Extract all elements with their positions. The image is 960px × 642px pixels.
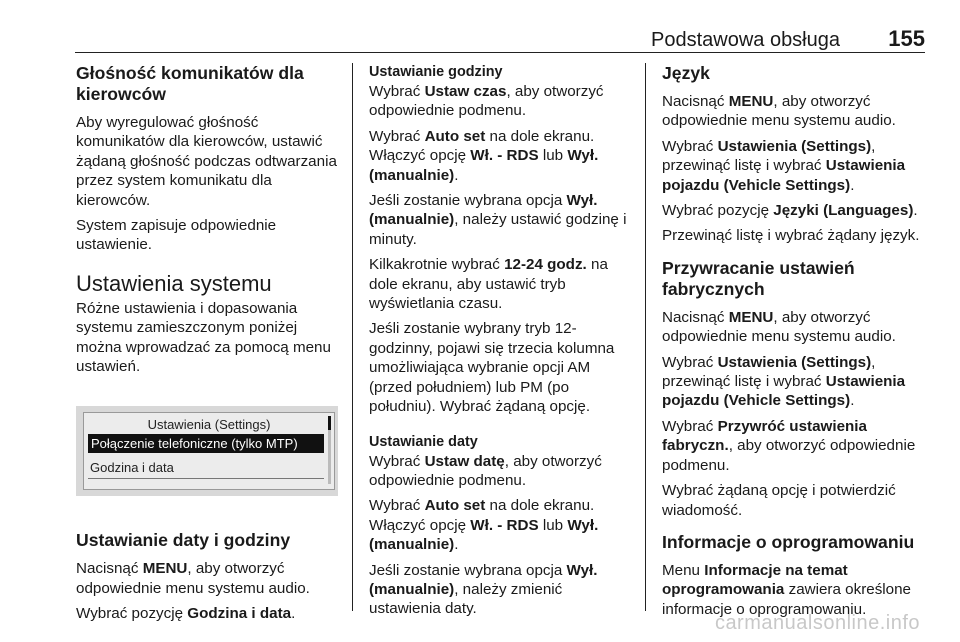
page-header: [75, 18, 925, 53]
paragraph: [369, 127, 631, 185]
paragraph: Przewinąć listę i wybrać żądany język.: [662, 227, 920, 245]
text: .: [850, 392, 855, 410]
paragraph: [662, 353, 930, 411]
column-3: [662, 63, 930, 625]
text: , aby otworzyć odpowiednie menu systemu audio.: [662, 308, 896, 346]
menu-option: Ustawienia pojazdu (Vehicle Settings): [662, 157, 906, 194]
menu-option: Języki (Languages): [773, 202, 914, 220]
heading-software-info: Informacje o oprogramowaniu: [662, 531, 915, 552]
menu-key: MENU: [142, 560, 188, 578]
menu-option: Ustawienia (Settings): [717, 353, 872, 371]
menu-key: MENU: [728, 93, 774, 110]
text: , należy ustawić godzinę i minuty.: [369, 211, 627, 248]
paragraph: [76, 604, 338, 623]
text: Menu: [662, 561, 705, 579]
menu-option: 12-24 godz.: [504, 256, 587, 274]
text: Wybrać: [369, 127, 425, 145]
text: Nacisnąć: [662, 308, 729, 326]
text: Wybrać: [662, 417, 718, 435]
text: Wybrać: [369, 497, 425, 515]
column-1: [76, 63, 338, 630]
menu-option: Wł. - RDS: [470, 147, 539, 165]
menu-option: Przywróć ustawienia fabryczn.: [662, 417, 867, 455]
text: zawiera określone informacje o oprogramowaniu.: [662, 581, 911, 618]
heading-language: Język: [662, 63, 710, 83]
text: .: [913, 202, 918, 220]
heading-system-settings: Ustawienia systemu: [76, 270, 272, 296]
paragraph: [662, 137, 930, 195]
menu-option: Ustawienia (Settings): [717, 137, 872, 155]
text: , aby otworzyć odpowiednie podmenu.: [369, 452, 602, 489]
text: na dole ekranu, aby ustawić tryb wyświetlania czasu.: [369, 256, 608, 313]
text: , aby otworzyć odpowiednie menu systemu audio.: [76, 560, 310, 597]
text: , aby otworzyć odpowiednie menu systemu audio.: [662, 93, 896, 130]
text: lub: [538, 516, 568, 534]
text: Kilkakrotnie wybrać: [369, 256, 505, 274]
menu-option: Wył. (manualnie): [369, 516, 599, 554]
paragraph: [369, 255, 631, 313]
paragraph: Wybrać żądaną opcję i potwierdzić wiadomość.: [662, 482, 896, 519]
menu-option: Informacje na temat oprogramowania: [662, 561, 848, 599]
paragraph: Aby wyregulować głośność komunikatów dla kierowców, ustawić żądaną głośność podczas odtwarzania przez system komunikatu dla kierowców.: [76, 114, 337, 209]
settings-screen-image: [76, 406, 338, 496]
paragraph: [369, 191, 631, 249]
paragraph: [662, 92, 930, 131]
text: .: [850, 176, 855, 194]
screen-title: Ustawienia (Settings): [147, 417, 271, 433]
text: .: [454, 166, 459, 184]
heading-date-time: Ustawianie daty i godziny: [76, 530, 291, 551]
heading-announcement-volume: Głośność komunikatów dla kierowców: [76, 63, 304, 104]
text: , aby otworzyć odpowiednie podmenu.: [369, 83, 604, 120]
text: Wybrać: [369, 83, 425, 100]
menu-key: MENU: [728, 308, 774, 326]
text: Jeśli zostanie wybrana opcja: [369, 192, 567, 210]
heading-factory-reset: Przywracanie ustawień fabrycznych: [662, 257, 855, 299]
text: , aby otworzyć odpowiednie podmenu.: [662, 437, 916, 474]
menu-option: Ustawienia pojazdu (Vehicle Settings): [662, 373, 906, 410]
paragraph: [662, 308, 930, 347]
menu-option: Wył. (manualnie): [369, 192, 598, 229]
menu-option: Wył. (manualnie): [369, 561, 598, 598]
paragraph: [369, 452, 631, 491]
paragraph: System zapisuje odpowiednie ustawienie.: [76, 217, 277, 254]
text: lub: [538, 147, 568, 165]
column-divider: [645, 63, 646, 611]
menu-option: Wł. - RDS: [470, 516, 539, 534]
watermark: carmanualsonline.info: [714, 612, 920, 634]
text: Nacisnąć: [76, 560, 143, 578]
text: Wybrać pozycję: [662, 202, 774, 220]
paragraph: [662, 201, 930, 220]
text: , przewinąć listę i wybrać: [662, 353, 876, 391]
text: Wybrać: [662, 353, 718, 371]
page-number: 155: [888, 26, 925, 51]
screen-menu-item: Godzina i data: [90, 460, 174, 476]
column-2: [369, 63, 631, 625]
text: Wybrać: [369, 452, 425, 470]
text: , przewinąć listę i wybrać: [662, 137, 876, 175]
text: , należy zmienić ustawienia daty.: [369, 580, 563, 618]
paragraph: [76, 559, 338, 598]
text: Nacisnąć: [662, 93, 729, 110]
paragraph: [662, 417, 930, 475]
paragraph: [369, 82, 631, 121]
menu-option: Wył. (manualnie): [369, 147, 599, 184]
menu-option: Ustaw datę: [424, 452, 505, 470]
paragraph: Jeśli zostanie wybrany tryb 12-godzinny, pojawi się trzecia kolumna umożliwiająca wybranie opcji AM (przed południem) lub PM (po południu). Wybrać żądaną opcję.: [369, 320, 615, 416]
text: .: [454, 536, 459, 554]
paragraph: Różne ustawienia i dopasowania systemu zamieszczonym poniżej można wprowadzać za pomocą menu ustawień.: [76, 299, 331, 376]
paragraph: [369, 496, 631, 554]
text: Wybrać pozycję: [76, 605, 188, 623]
menu-option: Ustaw czas: [424, 83, 507, 100]
text: Jeśli zostanie wybrana opcja: [369, 561, 567, 579]
text: na dole ekranu. Włączyć opcję: [369, 127, 595, 165]
text: na dole ekranu. Włączyć opcję: [369, 497, 595, 534]
column-divider: [352, 63, 353, 611]
paragraph: [369, 561, 631, 619]
section-title: Podstawowa obsługa: [650, 29, 840, 51]
paragraph: [662, 561, 930, 619]
screen-selected-item: Połączenie telefoniczne (tylko MTP): [88, 434, 324, 453]
menu-option: Godzina i data: [187, 605, 292, 623]
menu-option: Auto set: [424, 497, 486, 515]
heading-set-date: Ustawianie daty: [369, 433, 478, 450]
text: .: [291, 605, 296, 623]
heading-set-time: Ustawianie godziny: [369, 64, 503, 80]
screen-panel: [83, 412, 335, 490]
screen-scroll-thumb: [328, 416, 331, 430]
menu-option: Auto set: [424, 127, 486, 145]
text: Wybrać: [662, 137, 718, 155]
screen-separator: [88, 478, 324, 479]
